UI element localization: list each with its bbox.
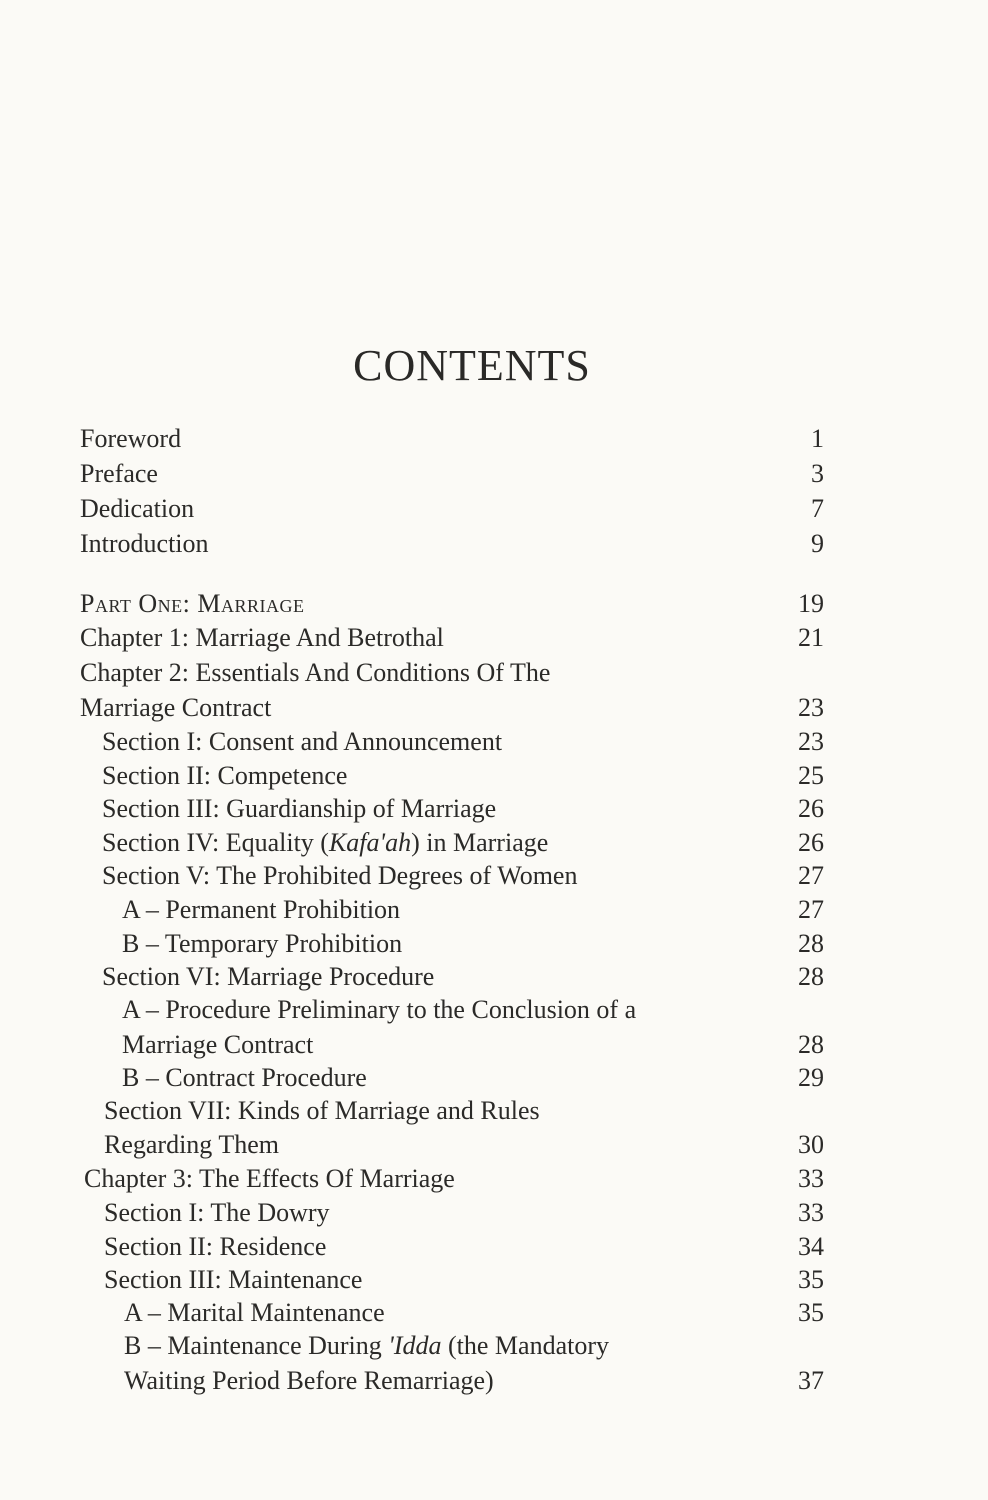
toc-entry-label: Section VI: Marriage Procedure [102,962,435,991]
toc-entry [0,494,988,528]
toc-entry [0,459,988,493]
toc-entry-label: Marriage Contract [80,693,272,722]
toc-entry-page: 1 [811,424,824,453]
toc-entry-label: Section III: Guardianship of Marriage [102,794,497,823]
toc-label-text: (the Mandatory [441,1331,609,1360]
toc-entry-page: 35 [798,1298,824,1327]
toc-entry-label: A – Permanent Prohibition [122,895,401,924]
toc-entry-label: Preface [80,459,158,488]
toc-entry-page: 35 [798,1265,824,1294]
toc-entry [0,1232,988,1266]
toc-label-text: ) in Marriage [411,828,549,857]
toc-entry-label: Waiting Period Before Remarriage) [124,1366,494,1395]
toc-entry [0,1030,988,1064]
toc-entry-label: B – Contract Procedure [122,1063,367,1092]
toc-entry [0,727,988,761]
toc-entry-page: 27 [798,861,824,890]
toc-entry-label: Section II: Competence [102,761,348,790]
toc-entry-label: Section V: The Prohibited Degrees of Women [102,861,578,890]
toc-entry-label: B – Temporary Prohibition [122,929,403,958]
toc-label-italic: Kafa'ah [328,828,412,857]
toc-entry [0,658,988,692]
toc-entry-label: Chapter 3: The Effects Of Marriage [84,1164,455,1193]
page-title: CONTENTS [353,341,591,390]
toc-label-italic: 'Idda [388,1331,442,1360]
toc-entry [0,693,988,727]
toc-entry [0,1331,988,1365]
toc-entry [0,962,988,996]
toc-entry [0,1265,988,1299]
toc-entry-page: 26 [798,794,824,823]
toc-entry-page: 3 [811,459,824,488]
toc-entry [0,1198,988,1232]
toc-entry-page: 7 [811,494,824,523]
toc-entry-page: 9 [811,529,824,558]
toc-entry-page: 30 [798,1130,824,1159]
toc-entry-label: Section I: Consent and Announcement [102,727,503,756]
toc-entry-label: Section II: Residence [104,1232,327,1261]
toc-entry [0,1130,988,1164]
toc-entry-label: Regarding Them [104,1130,279,1159]
toc-entry [0,861,988,895]
toc-entry-label: Foreword [80,424,182,453]
toc-entry [0,761,988,795]
toc-entry-page: 37 [798,1366,824,1395]
toc-entry-label: Part One: Marriage [80,589,305,618]
toc-entry-label: Section III: Maintenance [104,1265,363,1294]
toc-entry [0,1366,988,1400]
toc-entry-label: Chapter 2: Essentials And Conditions Of The [80,658,551,687]
toc-entry [0,1164,988,1198]
toc-entry [0,995,988,1029]
toc-entry [0,1096,988,1130]
toc-entry-label [102,828,548,858]
toc-entry-page: 29 [798,1063,824,1092]
toc-entry-page: 28 [798,929,824,958]
toc-entry [0,794,988,828]
toc-entry [0,895,988,929]
toc-label-text: B – Maintenance During [124,1331,389,1360]
toc-entry [0,623,988,657]
toc-entry-page: 23 [798,693,824,722]
toc-entry-page: 26 [798,828,824,857]
toc-entry-label: Dedication [80,494,195,523]
toc-entry [0,929,988,963]
toc-entry [0,1298,988,1332]
toc-entry-page: 23 [798,727,824,756]
toc-entry-page: 27 [798,895,824,924]
toc-label-text: Section IV: Equality ( [102,828,329,857]
toc-entry-page: 28 [798,1030,824,1059]
toc-entry [0,1063,988,1097]
toc-entry [0,828,988,862]
toc-entry-label: A – Marital Maintenance [124,1298,385,1327]
toc-entry-label: Introduction [80,529,209,558]
toc-entry-label: Chapter 1: Marriage And Betrothal [80,623,444,652]
toc-entry [0,424,988,458]
toc-entry-page: 33 [798,1198,824,1227]
toc-entry-page: 25 [798,761,824,790]
toc-entry-label: Section I: The Dowry [104,1198,330,1227]
toc-entry-page: 33 [798,1164,824,1193]
toc-entry-page: 34 [798,1232,824,1261]
toc-entry-label: Marriage Contract [122,1030,314,1059]
toc-entry-page: 19 [798,589,824,618]
toc-entry-page: 28 [798,962,824,991]
toc-entry [0,529,988,563]
toc-entry-label: A – Procedure Preliminary to the Conclusion of a [122,995,637,1024]
toc-entry-label: Section VII: Kinds of Marriage and Rules [104,1096,540,1125]
toc-entry-label [124,1331,609,1361]
toc-entry-page: 21 [798,623,824,652]
toc-part-heading [0,589,988,623]
